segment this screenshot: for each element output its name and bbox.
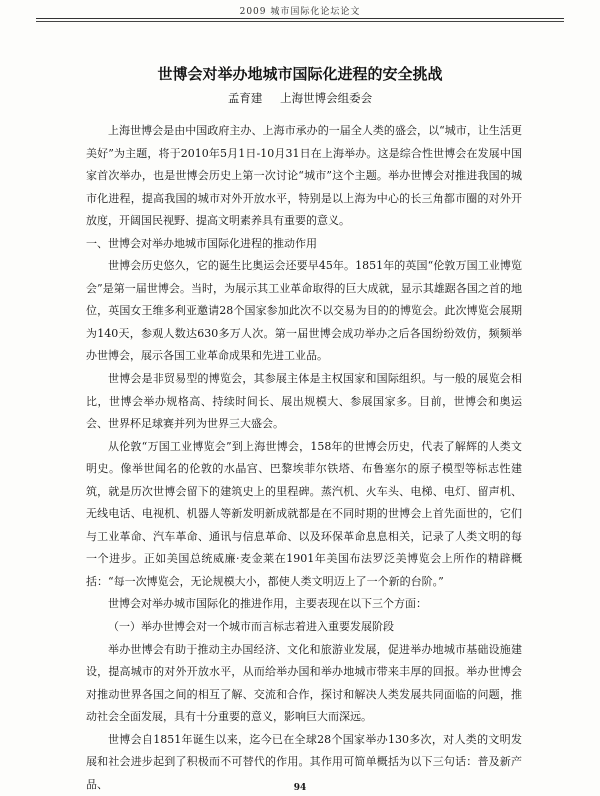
paragraph-intro: 上海世博会是由中国政府主办、上海市承办的一届全人类的盛会，以“城市，让生活更美好”为主题，将于2010年5月1日-10月31日在上海举办。这是综合性世博会在发展中国家首次举办，也是世博会历史上第一次讨论“城市”这个主题。举办世博会对推进我国的城市化进程，提高我国的城市对外开放水平，特别是以上海为中心的长三角都市圈的对外开放度，开阔国民视野、提高文明素养具有重要的意义。 [86, 124, 522, 228]
subsection-heading-1: （一）举办世博会对一个城市而言标志着进入重要发展阶段 [108, 620, 394, 634]
author-affiliation: 上海世博会组委会 [280, 91, 373, 105]
page-number: 94 [293, 783, 307, 793]
paragraph-history: 世博会历史悠久，它的诞生比奥运会还要早45年。1851年的英国“伦敦万国工业博览会”是第一届世博会。当时，为展示其工业革命取得的巨大成就，显示其雄踞各国之首的地位，英国女王维多利亚邀请28个国家参加此次不以交易为目的的博览会。此次博览会展期为140天，参观人数达630多万人次。第一届世博会成功举办之后各国纷纷效仿，频频举办世博会，展示各国工业革命成果和先进工业品。 [86, 259, 522, 363]
byline [40, 90, 560, 106]
paragraph-nature: 世博会是非贸易型的博览会，其参展主体是主权国家和国际组织。与一般的展览会相比，世博会举办规格高、持续时间长、展出规模大、参展国家多。目前，世博会和奥运会、世界杯足球赛并列为世界三大盛会。 [86, 372, 522, 431]
article-body [86, 120, 522, 796]
author-name: 孟育建 [227, 91, 263, 105]
running-header: 2009 城市国际化论坛论文 [239, 7, 361, 17]
header-rule [36, 18, 564, 19]
paragraph-benefits: 举办世博会有助于推动主办国经济、文化和旅游业发展，促进举办地城市基础设施建设，提高城市的对外开放水平，从而给举办国和举办地城市带来丰厚的回报。举办世博会对推动世界各国之间的相互了解、交流和合作，探讨和解决人类发展共同面临的问题，推动社会全面发展，具有十分重要的意义，影响巨大而深远。 [86, 642, 522, 724]
article-title: 世博会对举办地城市国际化进程的安全挑战 [157, 65, 443, 83]
section-heading-1: 一、世博会对举办地城市国际化进程的推动作用 [86, 236, 317, 250]
header-rule-thin [36, 21, 564, 22]
paragraph-effects-intro: 世博会对举办城市国际化的推进作用，主要表现在以下三个方面： [108, 597, 427, 611]
paragraph-summary: 世博会自1851年诞生以来，迄今已在全球28个国家举办130多次，对人类的文明发展和社会进步起到了积极而不可替代的作用。其作用可简单概括为以下三句话：普及新产品、 [86, 732, 522, 791]
paragraph-milestones: 从伦敦“万国工业博览会”到上海世博会，158年的世博会历史，代表了解辉的人类文明史。像举世闻名的伦敦的水晶宫、巴黎埃菲尔铁塔、布鲁塞尔的原子模型等标志性建筑，就是历次世博会留下的建筑史上的里程碑。蒸汽机、火车头、电梯、电灯、留声机、无线电话、电视机、机器人等新发明新成就都是在不同时期的世博会上首先面世的，它们与工业革命、汽车革命、通讯与信息革命、以及环保革命息息相关，记录了人类文明的每一个进步。正如美国总统威廉·麦金莱在1901年美国布法罗泛美博览会上所作的精辟概括：“每一次博览会，无论规模大小，都使人类文明迈上了一个新的台阶。” [86, 439, 522, 588]
